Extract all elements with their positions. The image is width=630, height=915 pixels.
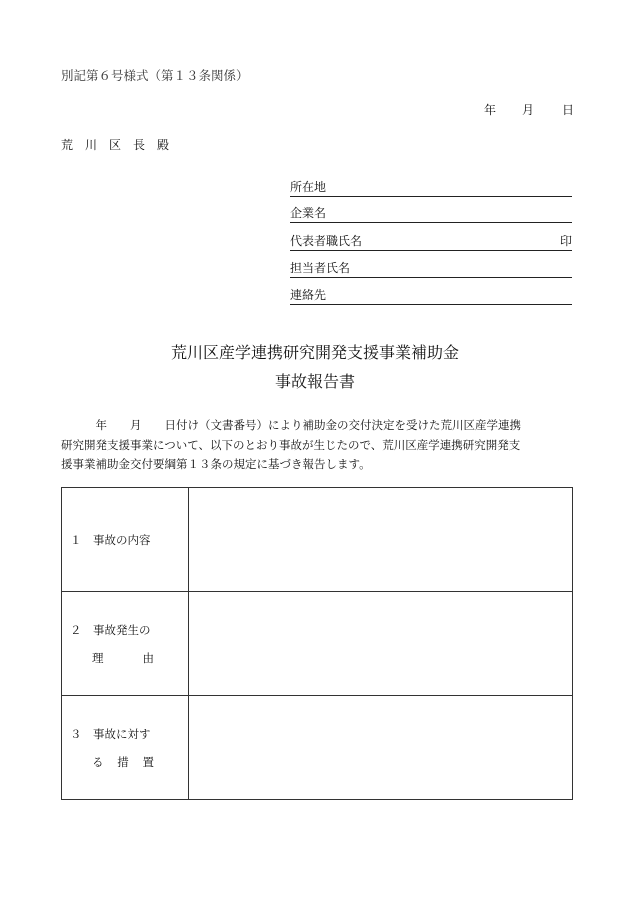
seal-mark: 印 [559,234,572,248]
addressee: 荒川区長殿 [61,138,182,152]
field-contact-person-label: 担当者氏名 [290,261,351,275]
document-title-line1: 荒川区産学連携研究開発支援事業補助金 [170,343,459,362]
body-paragraph [61,416,576,475]
body-line: 援事業補助金交付要綱第１３条の規定に基づき報告します。 [61,457,371,471]
date-line [470,101,580,117]
row-label-accident-content: １ 事故の内容 [62,488,189,592]
date-month-label: 月 [522,103,535,117]
date-day-label: 日 [562,103,575,117]
row-label-accident-reason: ２ 事故発生の 理由 [62,592,189,696]
form-identifier: 別記第６号様式（第１３条関係） [61,68,249,83]
table-row [62,592,573,696]
input-accident-content[interactable] [189,488,573,592]
field-contact-info[interactable] [290,286,572,305]
field-company-name-label: 企業名 [290,206,327,220]
input-accident-measures[interactable] [189,696,573,800]
body-line: 年 月 日付け（文書番号）により補助金の交付決定を受けた荒川区産学連携 [61,418,521,432]
row-label-accident-measures: ３ 事故に対す る措置 [62,696,189,800]
field-address-label: 所在地 [290,180,327,194]
field-address[interactable] [290,178,572,197]
field-company-name[interactable] [290,204,572,223]
document-title-line2: 事故報告書 [274,372,355,391]
field-representative[interactable] [290,232,572,251]
table-row [62,488,573,592]
field-representative-label: 代表者職氏名 [290,234,363,248]
field-contact-info-label: 連絡先 [290,288,327,302]
field-contact-person[interactable] [290,259,572,278]
table-row [62,696,573,800]
input-accident-reason[interactable] [189,592,573,696]
report-table [61,487,573,800]
body-line: 研究開発支援事業について、以下のとおり事故が生じたので、荒川区産学連携研究開発支 [61,437,521,452]
date-year-label: 年 [484,103,497,117]
